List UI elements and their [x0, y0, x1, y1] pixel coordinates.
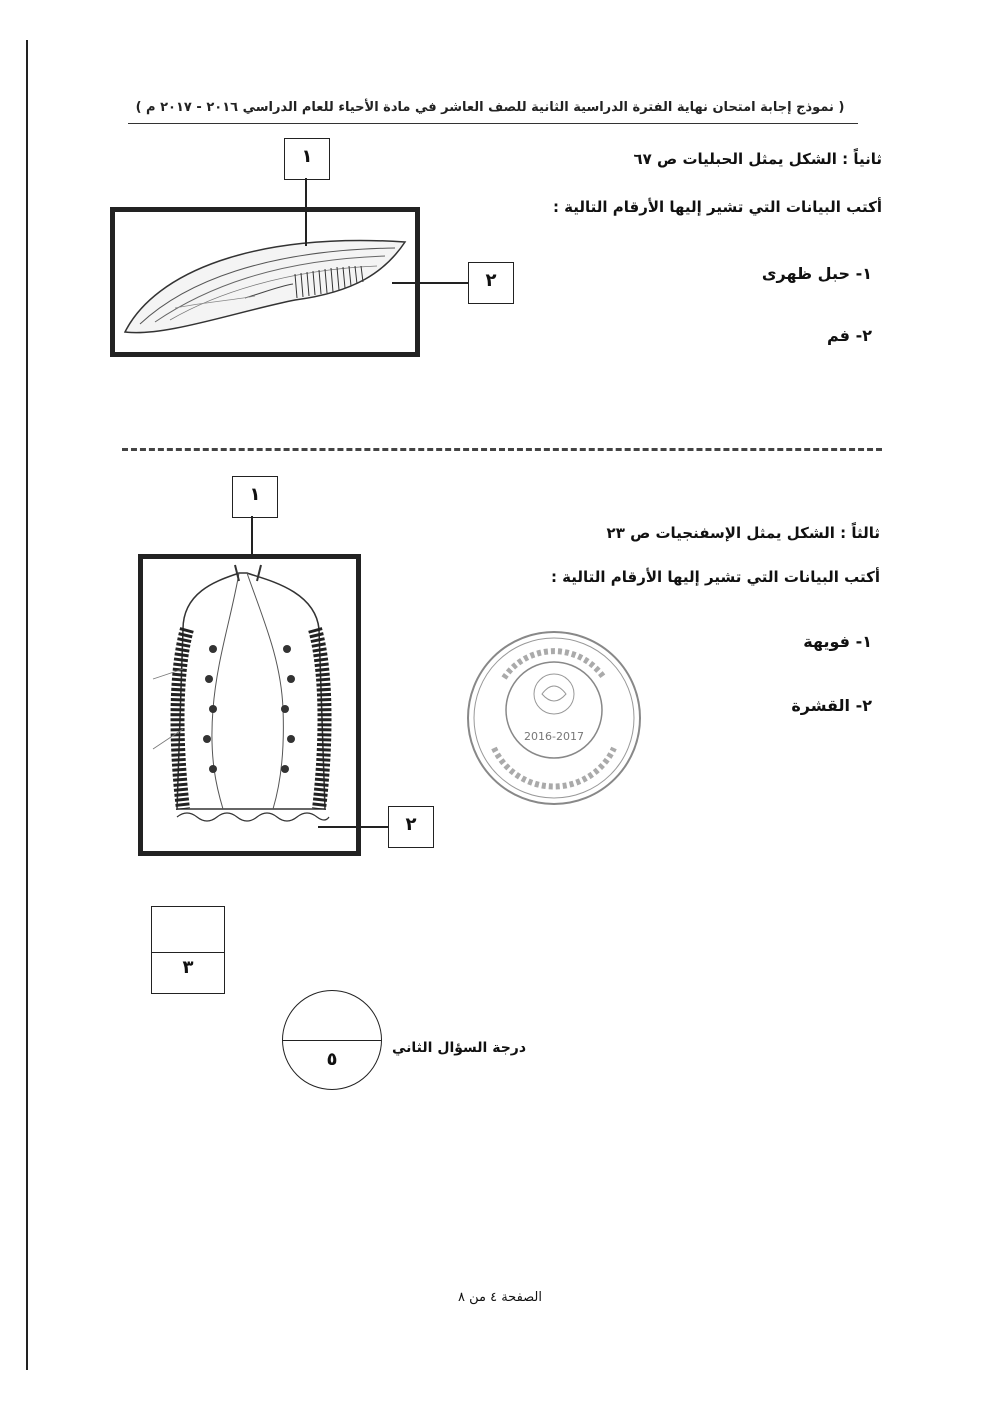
official-stamp	[464, 628, 644, 808]
sponge-figure	[138, 554, 361, 856]
score-circle-value: ٥	[326, 1049, 338, 1070]
page-number: الصفحة ٤ من ٨	[457, 1290, 542, 1305]
question-b-answer-2: ٢- القشرة	[791, 696, 872, 715]
question-b-title: ثالثاً : الشكل يمثل الإسفنجيات ص ٢٣	[606, 524, 880, 542]
question-b-instruction: أكتب البيانات التي تشير إليها الأرقام التالية :	[550, 568, 880, 586]
question-a-answer-2: ٢- فم	[827, 326, 872, 345]
score-box	[151, 906, 225, 994]
score-circle-label: درجة السؤال الثاني	[392, 1040, 527, 1056]
leader-line-2-bottom	[318, 826, 388, 828]
question-b-answer-1: ١- فويهة	[803, 632, 872, 651]
score-box-value: ٣	[182, 957, 194, 978]
leader-line-1-top	[305, 178, 307, 246]
svg-text:2016-2017: 2016-2017	[524, 730, 584, 743]
label-box-1-top: ١	[284, 138, 330, 180]
margin-line	[26, 40, 28, 1370]
question-a-title: ثانياً : الشكل يمثل الحبليات ص ٦٧	[633, 150, 882, 168]
leader-line-2-top	[392, 282, 468, 284]
label-box-1-bottom: ١	[232, 476, 278, 518]
score-box-divider	[152, 952, 224, 953]
score-circle	[282, 990, 382, 1090]
question-a-answer-1: ١- حبل ظهرى	[761, 264, 872, 283]
stamp-seal-icon	[464, 628, 644, 808]
header-underline	[128, 123, 858, 124]
question-a-instruction: أكتب البيانات التي تشير إليها الأرقام التالية :	[552, 198, 882, 216]
section-separator	[122, 448, 882, 451]
label-box-2-top: ٢	[468, 262, 514, 304]
sponge-illustration	[143, 559, 356, 851]
label-box-2-bottom: ٢	[388, 806, 434, 848]
lancelet-illustration	[115, 212, 415, 352]
chordate-figure	[110, 207, 420, 357]
score-circle-divider	[283, 1040, 381, 1041]
page-header-title: ( نموذج إجابة امتحان نهاية الفترة الدراسية الثانية للصف العاشر في مادة الأحياء للعام الدراسي ٢٠١٦ - ٢٠١٧ م )	[135, 100, 845, 115]
